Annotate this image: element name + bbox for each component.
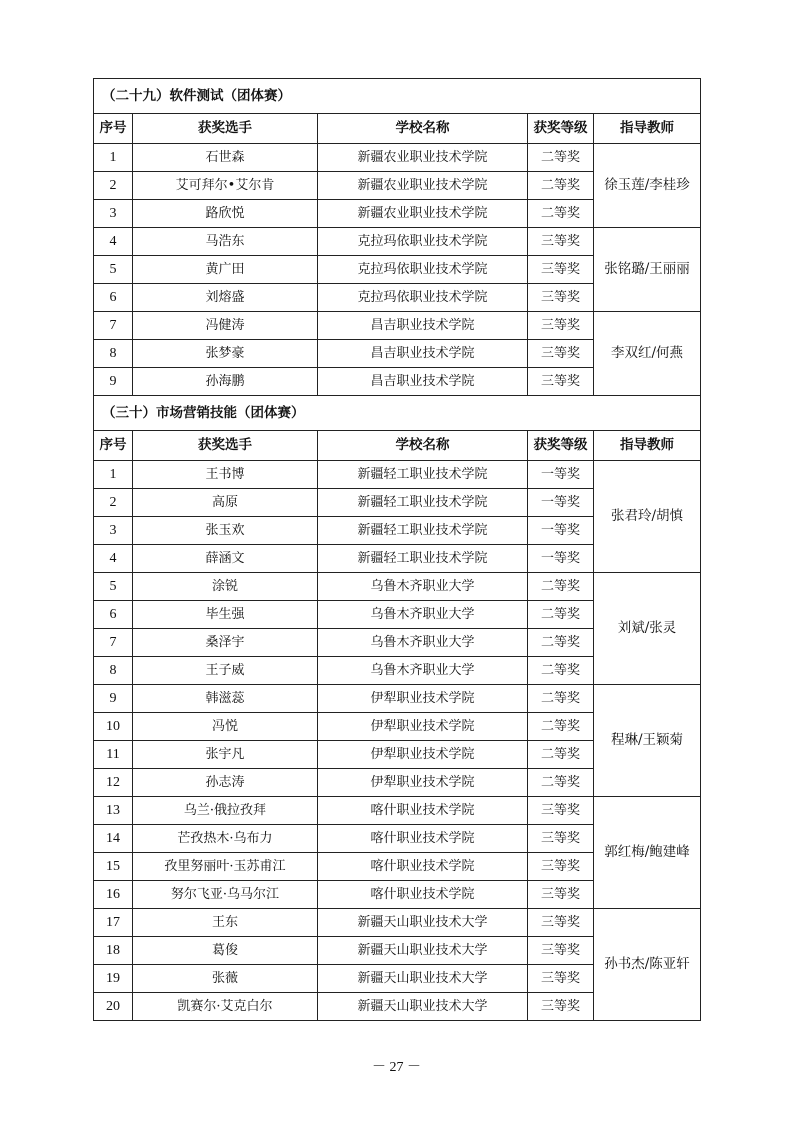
- school-cell: 新疆轻工职业技术学院: [318, 489, 528, 517]
- index-cell: 2: [94, 489, 133, 517]
- school-cell: 喀什职业技术学院: [318, 797, 528, 825]
- index-cell: 8: [94, 657, 133, 685]
- school-cell: 克拉玛依职业技术学院: [318, 284, 528, 312]
- school-cell: 伊犁职业技术学院: [318, 685, 528, 713]
- award-level-cell: 一等奖: [528, 517, 594, 545]
- winner-cell: 毕生强: [133, 601, 318, 629]
- award-level-cell: 三等奖: [528, 993, 594, 1021]
- award-level-cell: 三等奖: [528, 256, 594, 284]
- index-cell: 13: [94, 797, 133, 825]
- table-row: [94, 144, 701, 172]
- school-cell: 新疆农业职业技术学院: [318, 200, 528, 228]
- award-level-cell: 二等奖: [528, 200, 594, 228]
- winner-cell: 高原: [133, 489, 318, 517]
- winner-cell: 孙海鹏: [133, 368, 318, 396]
- school-cell: 克拉玛依职业技术学院: [318, 228, 528, 256]
- school-cell: 伊犁职业技术学院: [318, 741, 528, 769]
- school-cell: 喀什职业技术学院: [318, 881, 528, 909]
- index-cell: 3: [94, 517, 133, 545]
- index-cell: 5: [94, 256, 133, 284]
- table-row: [94, 573, 701, 601]
- awards-document: [93, 78, 700, 1021]
- winner-cell: 张薇: [133, 965, 318, 993]
- award-level-cell: 三等奖: [528, 937, 594, 965]
- award-level-cell: 三等奖: [528, 965, 594, 993]
- winner-cell: 努尔飞亚·乌马尔江: [133, 881, 318, 909]
- winner-cell: 刘熔盛: [133, 284, 318, 312]
- header-teacher: 指导教师: [594, 431, 701, 461]
- award-level-cell: 二等奖: [528, 657, 594, 685]
- header-row: [94, 431, 701, 461]
- award-level-cell: 三等奖: [528, 797, 594, 825]
- index-cell: 15: [94, 853, 133, 881]
- winner-cell: 张梦豪: [133, 340, 318, 368]
- index-cell: 18: [94, 937, 133, 965]
- winner-cell: 孙志涛: [133, 769, 318, 797]
- school-cell: 乌鲁木齐职业大学: [318, 629, 528, 657]
- index-cell: 9: [94, 685, 133, 713]
- school-cell: 伊犁职业技术学院: [318, 713, 528, 741]
- award-level-cell: 三等奖: [528, 853, 594, 881]
- teacher-cell: 郭红梅/鲍建峰: [594, 797, 701, 909]
- school-cell: 伊犁职业技术学院: [318, 769, 528, 797]
- winner-cell: 艾可拜尔•艾尔肯: [133, 172, 318, 200]
- header-index: 序号: [94, 114, 133, 144]
- winner-cell: 张玉欢: [133, 517, 318, 545]
- index-cell: 10: [94, 713, 133, 741]
- teacher-cell: 张铭璐/王丽丽: [594, 228, 701, 312]
- winner-cell: 葛俊: [133, 937, 318, 965]
- award-level-cell: 一等奖: [528, 489, 594, 517]
- teacher-cell: 张君玲/胡慎: [594, 461, 701, 573]
- table-row: [94, 312, 701, 340]
- school-cell: 新疆天山职业技术大学: [318, 909, 528, 937]
- winner-cell: 冯健涛: [133, 312, 318, 340]
- winner-cell: 路欣悦: [133, 200, 318, 228]
- school-cell: 新疆天山职业技术大学: [318, 965, 528, 993]
- winner-cell: 张宇凡: [133, 741, 318, 769]
- school-cell: 昌吉职业技术学院: [318, 368, 528, 396]
- school-cell: 克拉玛依职业技术学院: [318, 256, 528, 284]
- award-level-cell: 二等奖: [528, 713, 594, 741]
- award-level-cell: 二等奖: [528, 144, 594, 172]
- winner-cell: 涂锐: [133, 573, 318, 601]
- index-cell: 1: [94, 461, 133, 489]
- table-row: [94, 685, 701, 713]
- index-cell: 16: [94, 881, 133, 909]
- school-cell: 新疆轻工职业技术学院: [318, 545, 528, 573]
- award-level-cell: 二等奖: [528, 741, 594, 769]
- school-cell: 新疆农业职业技术学院: [318, 144, 528, 172]
- section-title: （二十九）软件测试（团体赛）: [94, 79, 701, 114]
- award-level-cell: 三等奖: [528, 312, 594, 340]
- winner-cell: 乌兰·俄拉孜拜: [133, 797, 318, 825]
- award-level-cell: 三等奖: [528, 340, 594, 368]
- school-cell: 乌鲁木齐职业大学: [318, 657, 528, 685]
- table-row: [94, 228, 701, 256]
- winner-cell: 薛涵文: [133, 545, 318, 573]
- winner-cell: 芒孜热木·乌布力: [133, 825, 318, 853]
- index-cell: 19: [94, 965, 133, 993]
- award-level-cell: 三等奖: [528, 284, 594, 312]
- winner-cell: 黄广田: [133, 256, 318, 284]
- index-cell: 7: [94, 312, 133, 340]
- teacher-cell: 李双红/何燕: [594, 312, 701, 396]
- table-row: [94, 461, 701, 489]
- section-title-row: [94, 79, 701, 114]
- page-number: － 27 －: [372, 1060, 421, 1075]
- award-level-cell: 三等奖: [528, 825, 594, 853]
- section-title: （三十）市场营销技能（团体赛）: [94, 396, 701, 431]
- header-winner: 获奖选手: [133, 431, 318, 461]
- winner-cell: 韩滋蕊: [133, 685, 318, 713]
- winner-cell: 王书博: [133, 461, 318, 489]
- index-cell: 17: [94, 909, 133, 937]
- index-cell: 2: [94, 172, 133, 200]
- winner-cell: 桑泽宇: [133, 629, 318, 657]
- school-cell: 喀什职业技术学院: [318, 853, 528, 881]
- teacher-cell: 徐玉莲/李桂珍: [594, 144, 701, 228]
- winner-cell: 孜里努丽叶·玉苏甫江: [133, 853, 318, 881]
- index-cell: 8: [94, 340, 133, 368]
- school-cell: 新疆天山职业技术大学: [318, 937, 528, 965]
- winner-cell: 马浩东: [133, 228, 318, 256]
- awards-table: [93, 78, 701, 1021]
- award-level-cell: 二等奖: [528, 685, 594, 713]
- index-cell: 14: [94, 825, 133, 853]
- award-level-cell: 一等奖: [528, 461, 594, 489]
- award-level-cell: 一等奖: [528, 545, 594, 573]
- index-cell: 20: [94, 993, 133, 1021]
- header-row: [94, 114, 701, 144]
- school-cell: 乌鲁木齐职业大学: [318, 601, 528, 629]
- school-cell: 新疆天山职业技术大学: [318, 993, 528, 1021]
- award-level-cell: 二等奖: [528, 769, 594, 797]
- school-cell: 新疆农业职业技术学院: [318, 172, 528, 200]
- index-cell: 4: [94, 228, 133, 256]
- award-level-cell: 三等奖: [528, 368, 594, 396]
- award-level-cell: 三等奖: [528, 228, 594, 256]
- table-row: [94, 909, 701, 937]
- school-cell: 新疆轻工职业技术学院: [318, 461, 528, 489]
- school-cell: 新疆轻工职业技术学院: [318, 517, 528, 545]
- header-level: 获奖等级: [528, 114, 594, 144]
- index-cell: 12: [94, 769, 133, 797]
- award-level-cell: 三等奖: [528, 909, 594, 937]
- header-index: 序号: [94, 431, 133, 461]
- award-level-cell: 二等奖: [528, 629, 594, 657]
- index-cell: 5: [94, 573, 133, 601]
- winner-cell: 凯赛尔·艾克白尔: [133, 993, 318, 1021]
- winner-cell: 王子威: [133, 657, 318, 685]
- header-teacher: 指导教师: [594, 114, 701, 144]
- index-cell: 9: [94, 368, 133, 396]
- school-cell: 昌吉职业技术学院: [318, 340, 528, 368]
- index-cell: 1: [94, 144, 133, 172]
- winner-cell: 冯悦: [133, 713, 318, 741]
- header-school: 学校名称: [318, 114, 528, 144]
- teacher-cell: 刘斌/张灵: [594, 573, 701, 685]
- index-cell: 11: [94, 741, 133, 769]
- school-cell: 乌鲁木齐职业大学: [318, 573, 528, 601]
- header-winner: 获奖选手: [133, 114, 318, 144]
- school-cell: 昌吉职业技术学院: [318, 312, 528, 340]
- winner-cell: 石世森: [133, 144, 318, 172]
- header-school: 学校名称: [318, 431, 528, 461]
- index-cell: 4: [94, 545, 133, 573]
- header-level: 获奖等级: [528, 431, 594, 461]
- award-level-cell: 二等奖: [528, 601, 594, 629]
- award-level-cell: 二等奖: [528, 172, 594, 200]
- winner-cell: 王东: [133, 909, 318, 937]
- award-level-cell: 三等奖: [528, 881, 594, 909]
- index-cell: 6: [94, 601, 133, 629]
- award-level-cell: 二等奖: [528, 573, 594, 601]
- index-cell: 7: [94, 629, 133, 657]
- teacher-cell: 程琳/王颖菊: [594, 685, 701, 797]
- school-cell: 喀什职业技术学院: [318, 825, 528, 853]
- index-cell: 6: [94, 284, 133, 312]
- section-title-row: [94, 396, 701, 431]
- table-row: [94, 797, 701, 825]
- teacher-cell: 孙书杰/陈亚轩: [594, 909, 701, 1021]
- index-cell: 3: [94, 200, 133, 228]
